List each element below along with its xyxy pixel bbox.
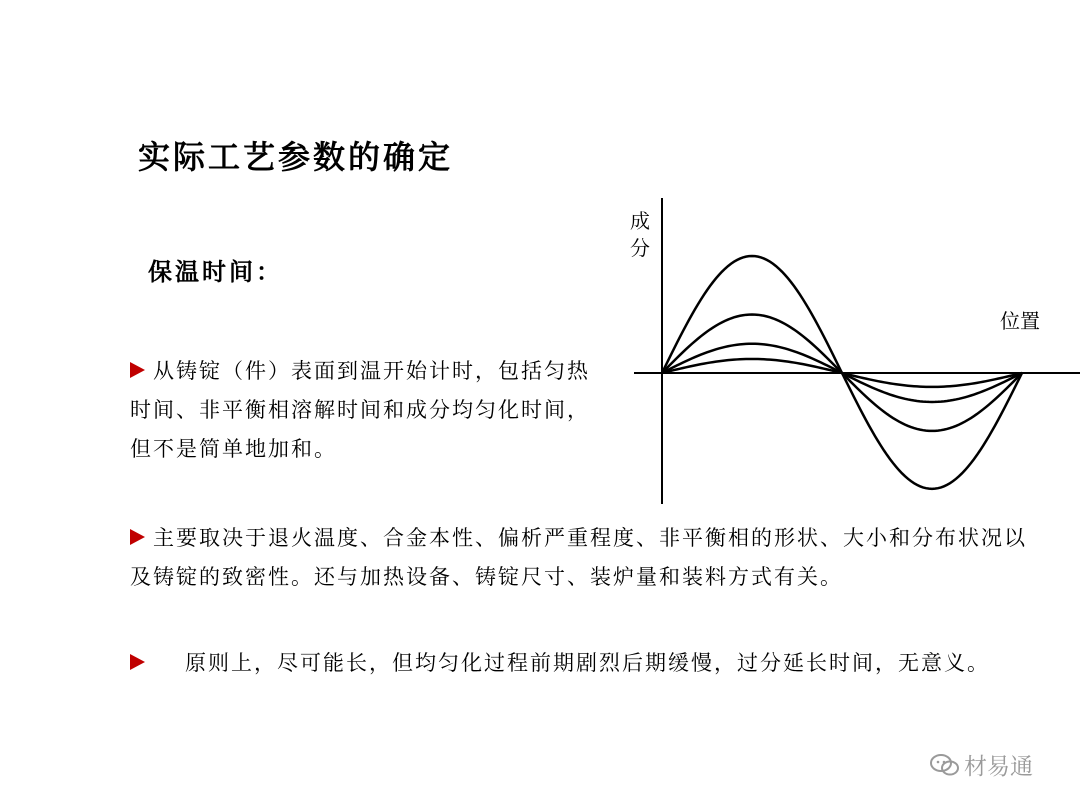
composition-chart — [620, 190, 1080, 510]
y-axis-label-char: 成 — [630, 209, 650, 233]
bullet-item — [130, 519, 1030, 597]
y-axis-label-char: 分 — [630, 236, 650, 260]
x-axis-label: 位置 — [1000, 309, 1040, 333]
watermark — [930, 748, 1033, 783]
bullet-item — [130, 644, 1030, 683]
bullet-item — [130, 352, 600, 469]
arrow-bullet-icon — [130, 362, 145, 378]
wechat-icon — [930, 753, 960, 783]
watermark-text: 材易通 — [964, 754, 1033, 780]
bullet-text: 从铸锭（件）表面到温开始计时，包括匀热时间、非平衡相溶解时间和成分均匀化时间，但不是简单地加和。 — [130, 359, 590, 461]
slide-title: 实际工艺参数的确定 — [138, 138, 454, 176]
bullet-text: 原则上，尽可能长，但均匀化过程前期剧烈后期缓慢，过分延长时间，无意义。 — [185, 651, 990, 675]
section-heading: 保温时间： — [148, 258, 283, 286]
bullet-text: 主要取决于退火温度、合金本性、偏析严重程度、非平衡相的形状、大小和分布状况以及铸锭的致密性。还与加热设备、铸锭尺寸、装炉量和装料方式有关。 — [130, 526, 1027, 589]
arrow-bullet-icon — [130, 654, 145, 670]
arrow-bullet-icon — [130, 529, 145, 545]
